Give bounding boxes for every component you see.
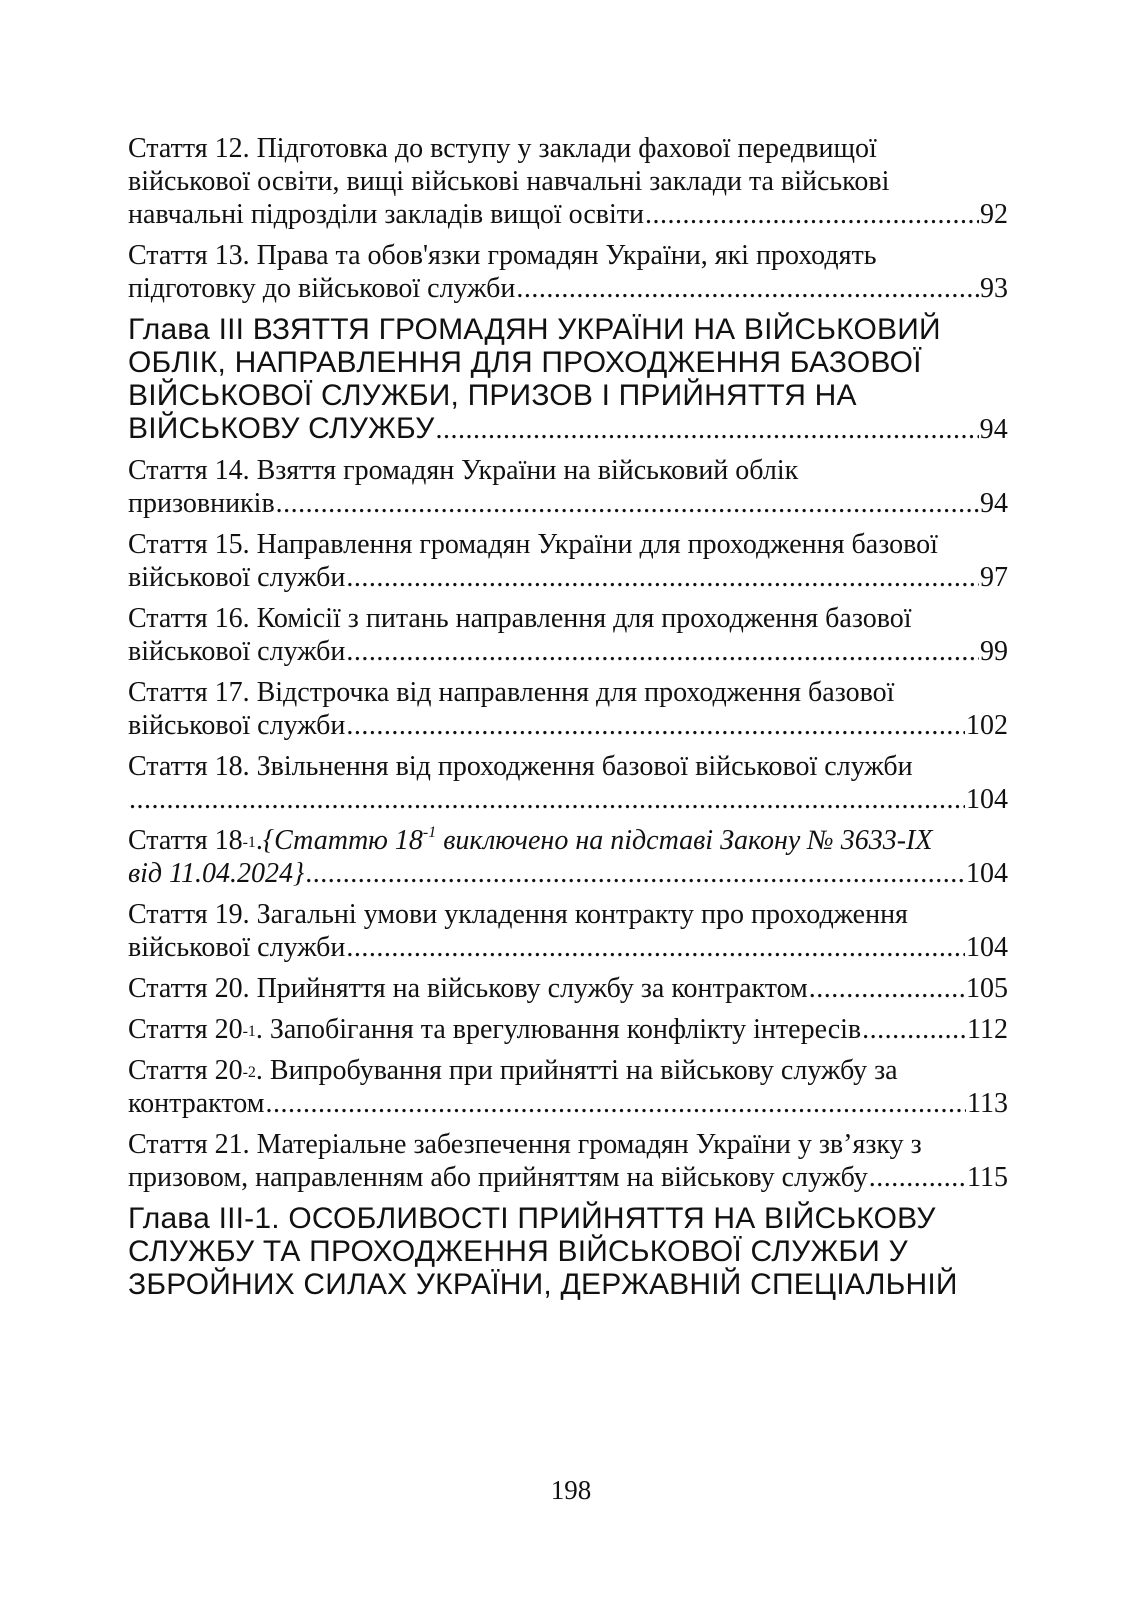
entry-text-italic: виключено на підставі Закону № 3633-IX (436, 825, 933, 856)
toc-chapter[interactable] (128, 313, 1008, 446)
entry-text: військової освіти, вищі військові навчальні заклади та військові (128, 166, 890, 197)
toc-entry[interactable] (128, 528, 1008, 594)
toc-line (128, 165, 1008, 198)
entry-text: військової служби (128, 932, 346, 963)
toc-entry[interactable] (128, 750, 1008, 816)
page-number: 198 (550, 1475, 592, 1505)
entry-text: Стаття 18. Звільнення від проходження базової військової служби (128, 751, 913, 782)
toc-entry[interactable] (128, 676, 1008, 742)
toc-entry[interactable] (128, 824, 1008, 890)
toc-line (128, 602, 1008, 635)
entry-text: контрактом (128, 1088, 265, 1119)
toc-line (128, 487, 1008, 520)
dot-leader (516, 272, 979, 305)
toc-line (128, 635, 1008, 668)
toc-entry[interactable] (128, 602, 1008, 668)
page-ref: 115 (967, 1162, 1008, 1193)
toc-entry[interactable] (128, 454, 1008, 520)
toc-line (128, 198, 1008, 231)
page-ref: 104 (966, 784, 1008, 815)
entry-text: призовників (128, 488, 275, 519)
toc-entry[interactable] (128, 1054, 1008, 1120)
table-of-contents (128, 132, 1008, 1309)
page-ref: 99 (980, 636, 1008, 667)
dot-leader (809, 972, 965, 1005)
dot-leader (436, 413, 979, 446)
page-ref: 92 (980, 199, 1008, 230)
dot-leader (869, 1161, 966, 1194)
page-ref: 97 (980, 562, 1008, 593)
toc-line (128, 709, 1008, 742)
toc-line (128, 313, 1008, 346)
entry-text: ВІЙСЬКОВУ СЛУЖБУ (128, 412, 435, 445)
toc-line (128, 1128, 1008, 1161)
toc-line (128, 676, 1008, 709)
toc-line (128, 379, 1008, 412)
toc-line (128, 272, 1008, 305)
page-ref: 104 (966, 858, 1008, 889)
toc-line (128, 1268, 1008, 1301)
entry-text: Глава ІІІ ВЗЯТТЯ ГРОМАДЯН УКРАЇНИ НА ВІЙСЬКОВИЙ (128, 313, 941, 346)
superscript: -1 (422, 823, 437, 841)
entry-text: ЗБРОЙНИХ СИЛАХ УКРАЇНИ, ДЕРЖАВНІЙ СПЕЦІАЛЬНІЙ (128, 1268, 958, 1301)
dot-leader (265, 1087, 966, 1120)
page-ref: 93 (980, 273, 1008, 304)
page-ref: 102 (966, 710, 1008, 741)
dot-leader (276, 487, 979, 520)
toc-line (128, 132, 1008, 165)
entry-text: . Випробування при прийнятті на військову службу за (255, 1055, 898, 1086)
toc-line (128, 972, 1008, 1005)
entry-text: . Запобігання та врегулювання конфлікту інтересів (255, 1014, 862, 1045)
entry-text: Стаття 20. Прийняття на військову службу за контрактом (128, 973, 808, 1004)
entry-text: Стаття 16. Комісії з питань направлення для проходження базової (128, 603, 912, 634)
entry-text: Глава ІІІ-1. ОСОБЛИВОСТІ ПРИЙНЯТТЯ НА ВІЙСЬКОВУ (128, 1202, 936, 1235)
dot-leader (305, 857, 965, 890)
toc-line (128, 1161, 1008, 1194)
entry-text: Стаття 20 (128, 1014, 243, 1045)
entry-text: Стаття 15. Направлення громадян України для проходження базової (128, 529, 938, 560)
dot-leader (346, 561, 979, 594)
toc-line (128, 528, 1008, 561)
toc-line (128, 1087, 1008, 1120)
toc-line (128, 931, 1008, 964)
dot-leader (346, 635, 979, 668)
entry-text: ОБЛІК, НАПРАВЛЕННЯ ДЛЯ ПРОХОДЖЕННЯ БАЗОВОЇ (128, 346, 922, 379)
toc-entry[interactable] (128, 898, 1008, 964)
entry-text: Стаття 21. Матеріальне забезпечення громадян України у зв’язку з (128, 1129, 922, 1160)
entry-text: призовом, направленням або прийняттям на військову службу (128, 1162, 868, 1193)
toc-line (128, 454, 1008, 487)
toc-line (128, 898, 1008, 931)
entry-text: військової служби (128, 562, 346, 593)
toc-entry[interactable] (128, 132, 1008, 231)
entry-text: навчальні підрозділи закладів вищої освіти (128, 199, 645, 230)
entry-text: Стаття 19. Загальні умови укладення контракту про проходження (128, 899, 908, 930)
toc-line (128, 239, 1008, 272)
toc-line: Стаття 20 $^{-2}$ . Випробування при прийнятті на військову службу за (128, 1055, 898, 1086)
entry-text: військової служби (128, 636, 346, 667)
entry-text: Стаття 17. Відстрочка від направлення для проходження базової (128, 677, 895, 708)
toc-line (128, 1235, 1008, 1268)
dot-leader (346, 931, 965, 964)
toc-line (128, 561, 1008, 594)
entry-text: Стаття 20 (128, 1055, 243, 1086)
toc-line (128, 1202, 1008, 1235)
toc-entry[interactable] (128, 239, 1008, 305)
toc-line (128, 857, 1008, 890)
entry-text: військової служби (128, 710, 346, 741)
toc-line: Стаття 18 $^{-1}$ . {Статтю $18^{-1}$ виключено на підставі Закону № 3633-IX (128, 823, 933, 856)
entry-text: СЛУЖБУ ТА ПРОХОДЖЕННЯ ВІЙСЬКОВОЇ СЛУЖБИ У (128, 1235, 908, 1268)
page-ref: 112 (967, 1014, 1008, 1045)
entry-text-italic: від 11.04.2024} (128, 858, 305, 889)
dot-leader (645, 198, 979, 231)
entry-text: ВІЙСЬКОВОЇ СЛУЖБИ, ПРИЗОВ І ПРИЙНЯТТЯ НА (128, 379, 857, 412)
toc-line (128, 346, 1008, 379)
entry-text: підготовку до військової служби (128, 273, 516, 304)
toc-line (128, 783, 1008, 816)
entry-text: . (255, 825, 263, 856)
toc-entry[interactable] (128, 972, 1008, 1005)
toc-entry[interactable] (128, 1128, 1008, 1194)
page-ref: 94 (979, 414, 1008, 445)
page-ref: 113 (967, 1088, 1008, 1119)
dot-leader (862, 1013, 966, 1046)
entry-text: Стаття 13. Права та обов'язки громадян України, які проходять (128, 240, 877, 271)
toc-line: Стаття 20 $^{-1}$ . Запобігання та врегулювання конфлікту інтересів ..... 112 (128, 1013, 1008, 1046)
toc-line (128, 412, 1008, 446)
page-ref: 94 (980, 488, 1008, 519)
toc-chapter[interactable] (128, 1202, 1008, 1301)
entry-text: Стаття 14. Взяття громадян України на військовий облік (128, 455, 799, 486)
page-ref: 105 (966, 973, 1008, 1004)
entry-text: Стаття 12. Підготовка до вступу у заклади фахової передвищої (128, 133, 877, 164)
toc-line (128, 750, 1008, 783)
dot-leader (346, 709, 965, 742)
page-ref: 104 (966, 932, 1008, 963)
toc-entry[interactable] (128, 1013, 1008, 1046)
dot-leader (129, 783, 965, 816)
entry-text-italic (263, 824, 933, 857)
entry-text-italic: {Статтю 18 (262, 825, 423, 856)
entry-text: Стаття 18 (128, 825, 243, 856)
